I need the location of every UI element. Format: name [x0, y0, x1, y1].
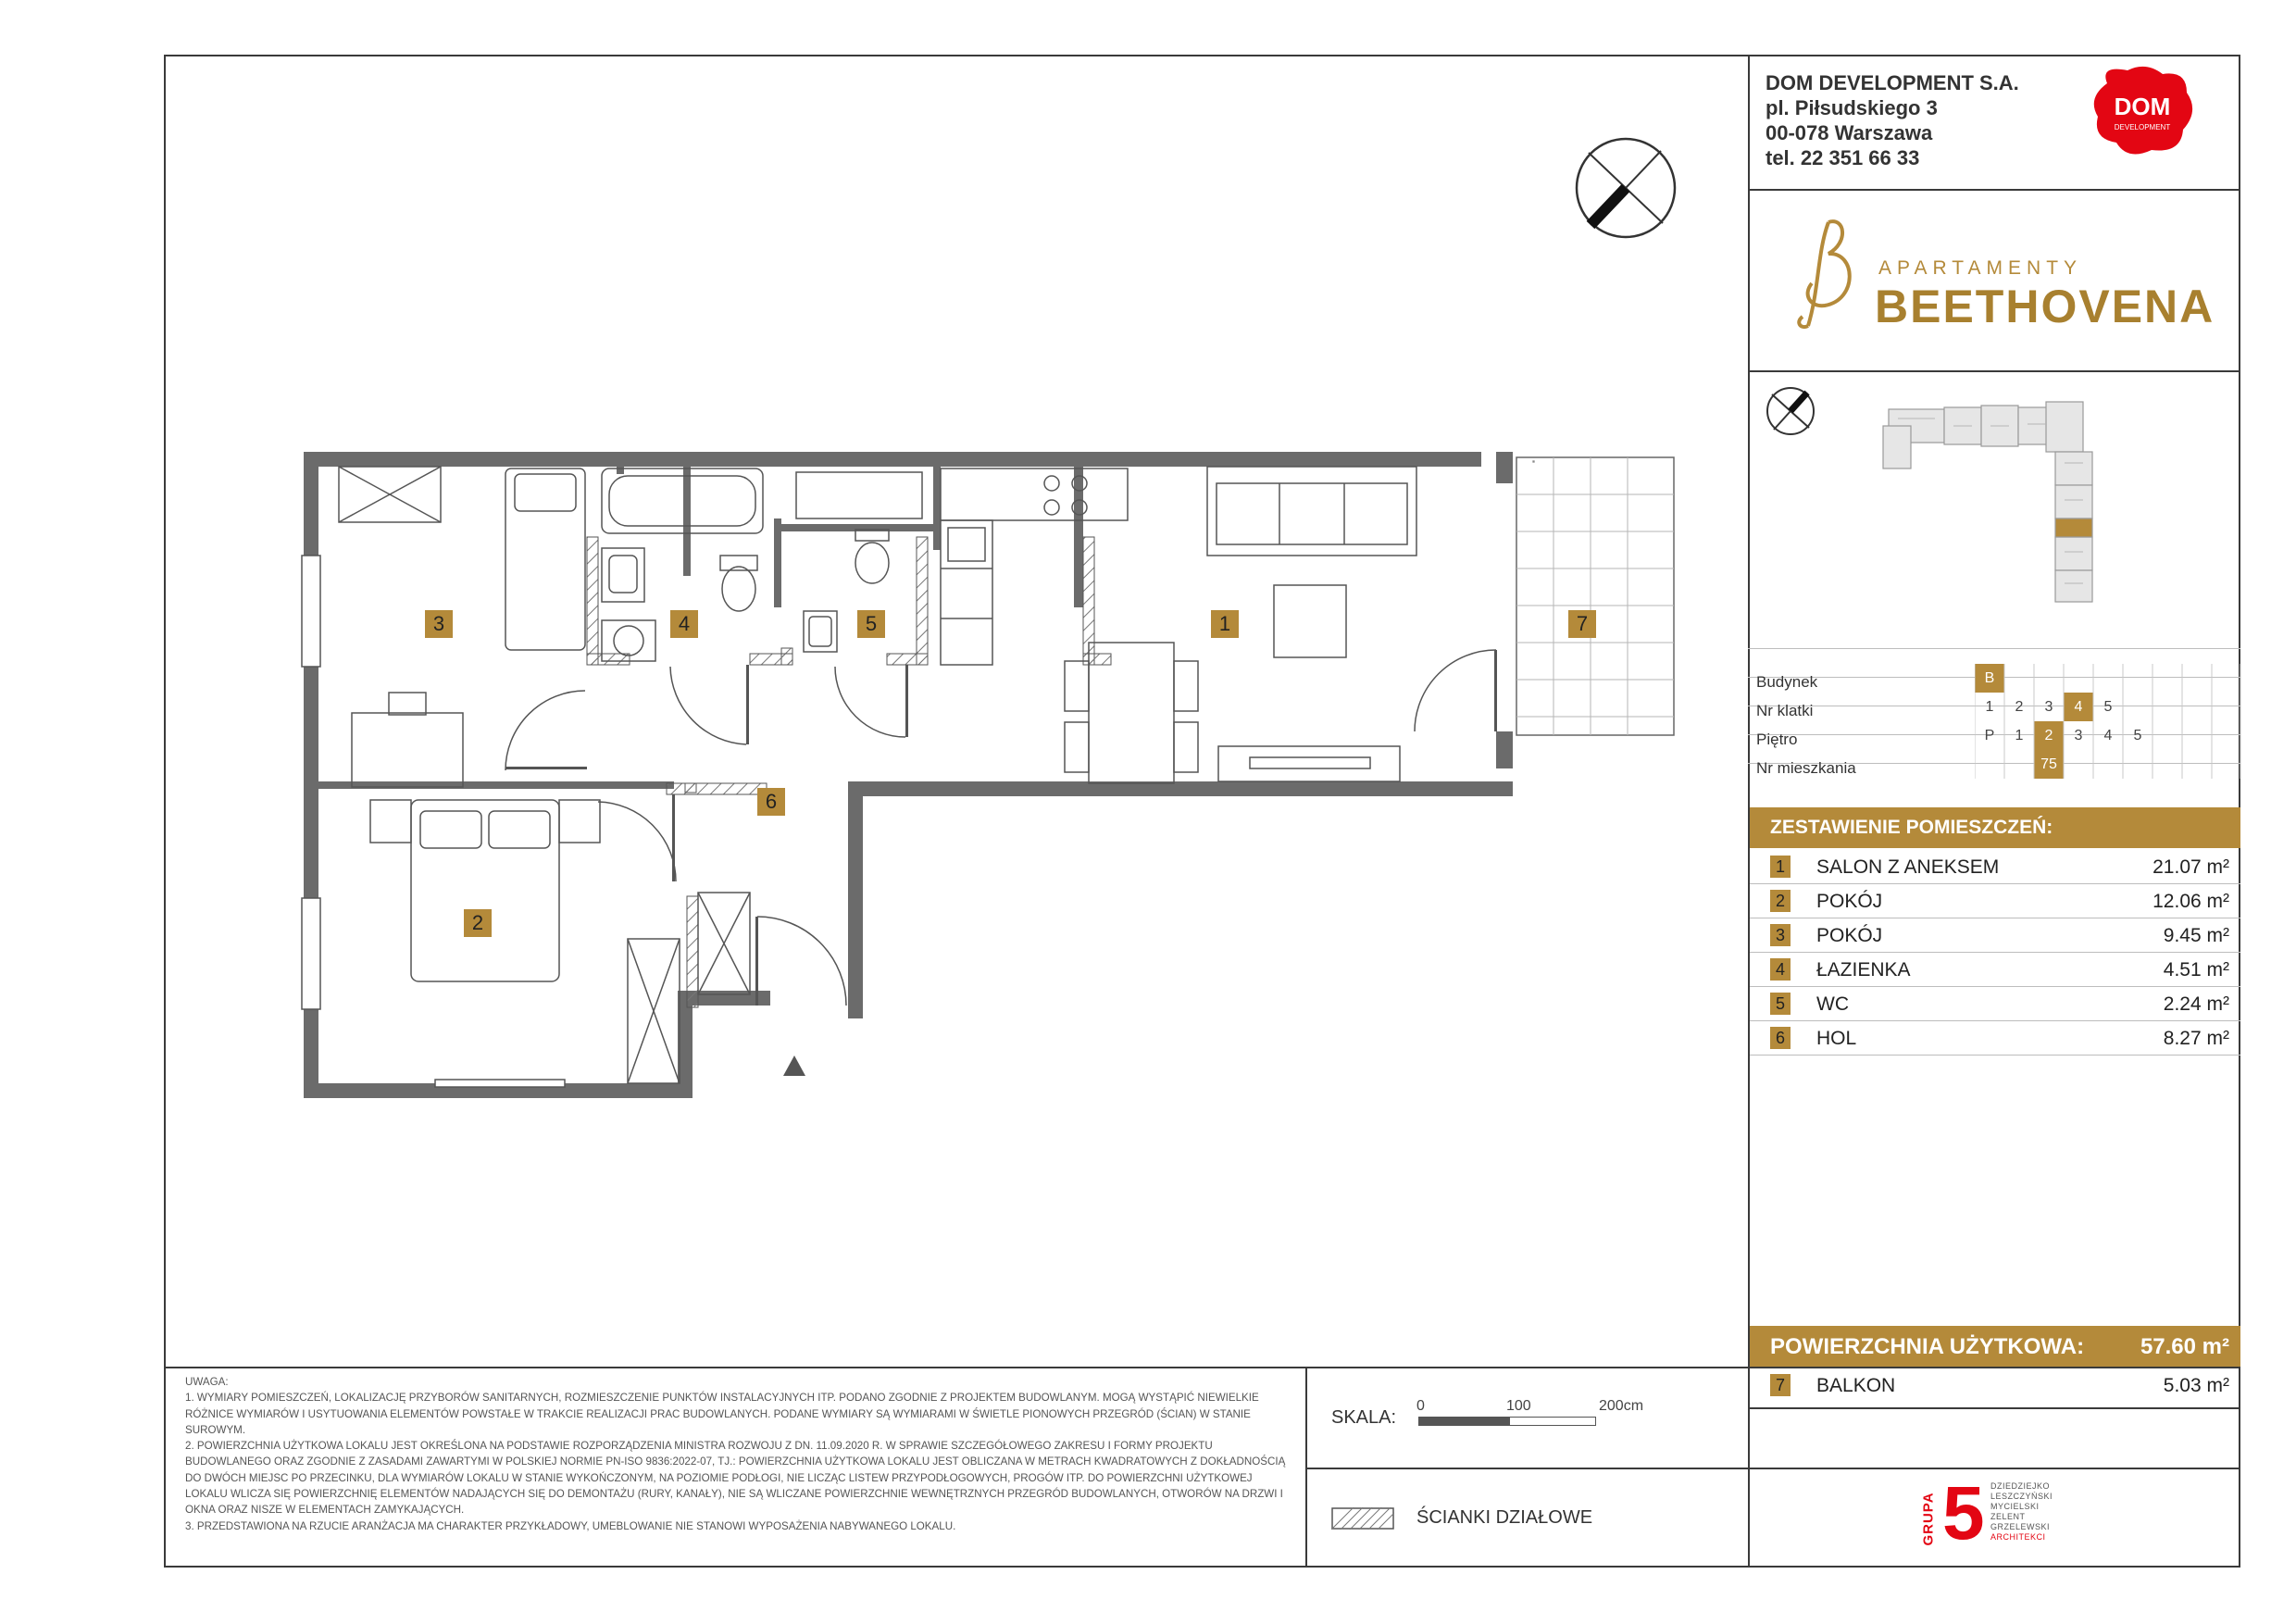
key-plan-map	[1879, 398, 2120, 620]
floor-3: 3	[2074, 728, 2083, 743]
room-number: 3	[1770, 924, 1791, 946]
wardrobe	[339, 467, 441, 522]
balcony-row	[1750, 1368, 2240, 1402]
scale-bar	[1418, 1417, 1596, 1426]
floor-p: P	[1984, 728, 1995, 743]
room-name: HOL	[1816, 1028, 1857, 1049]
logo-development-text: DEVELOPMENT	[2114, 123, 2171, 131]
room-label-salon: 1	[1211, 610, 1239, 638]
apartment-value: 75	[2034, 750, 2064, 779]
architect-name: DZIEDZIEJKO	[1990, 1481, 2051, 1491]
divider-project	[1748, 370, 2240, 372]
staircase-3: 3	[2044, 699, 2053, 715]
room-number: 2	[1770, 890, 1791, 912]
floor-label: Piętro	[1756, 731, 1798, 748]
room-label-balkon: 7	[1568, 610, 1596, 638]
divider-legend	[1305, 1468, 1750, 1469]
staircase-4-selected: 4	[2064, 693, 2093, 721]
door-swings	[505, 650, 1496, 1006]
window-bottom	[435, 1080, 565, 1087]
toilet	[720, 556, 757, 611]
room-number: 1	[1770, 856, 1791, 878]
wardrobe-room2	[628, 939, 680, 1083]
compass-small-icon	[1765, 385, 1816, 437]
room-name: WC	[1816, 993, 1849, 1015]
double-bed	[370, 800, 600, 981]
note-item: 2. POWIERZCHNIA UŻYTKOWA LOKALU JEST OKREŚLONA NA PODSTAWIE ROZPORZĄDZENIA MINISTRA ROZWOJU Z DN. 11.09.2020 R. W SPRAWIE SZCZEGÓŁOWEGO ZAKRESU I FORMY PROJEKTU BUDOWLANEGO ORAZ ZGODNIE Z ZASADAMI ZAWARTYMI W POLSKIEJ NORMIE PN-ISO 9836:2022-07, TJ.: POWIERZCHNIA UŻYTKOWA LOKALU JEST OBLICZANA W METRACH KWADRATOWYCH Z DOKŁADNOŚCIĄ DO DWÓCH MIEJSC PO PRZECINKU, DLA WYMIARÓW LOKALU W STANIE WYKOŃCZONYM, NA POZIOMIE PODŁOGI, NIE LICZĄC LISTEW PRZYPODŁOGOWYCH, PROGÓW ITP. DO POWIERZCHNI UŻYTKOWEJ LOKALU WLICZA SIĘ POWIERZCHNIĘ ELEMENTÓW NADAJĄCYCH SIĘ DO DEMONTAŻU (RURY, KANAŁY), NIE SĄ WLICZANE POWIERZCHNIE WEWNĘTRZNYCH PRZEGRÓD BUDOWLANYCH, OTWORÓW NA DRZWI I OKNA ORAZ NISZE W ELEMENTACH ZAMYKAJĄCYCH.	[185, 1440, 1286, 1517]
scale-label: SKALA:	[1331, 1407, 1397, 1428]
note-item: 3. PRZEDSTAWIONA NA RZUCIE ARANŻACJA MA CHARAKTER PRZYKŁADOWY, UMEBLOWANIE NIE STANOWI WYPOSAŻENIA NABYWANEGO LOKALU.	[185, 1519, 956, 1532]
room-row	[1750, 1021, 2240, 1056]
room-number: 5	[1770, 993, 1791, 1015]
coffee-table	[1274, 585, 1346, 657]
notes-title: UWAGA:	[185, 1376, 229, 1388]
building-value: B	[1975, 664, 2004, 693]
divider-balcony	[1748, 1407, 2240, 1409]
scale-bar-fill	[1419, 1418, 1510, 1425]
scale-tick-100: 100	[1506, 1398, 1531, 1414]
staircase-2: 2	[2015, 699, 2024, 715]
divider-company	[1748, 189, 2240, 191]
washbasin	[602, 548, 644, 602]
compass-icon	[1572, 134, 1679, 242]
single-bed	[505, 468, 585, 650]
floor-plan	[296, 435, 1537, 1139]
room-area: 12.06 m²	[2152, 891, 2229, 912]
room-area: 21.07 m²	[2152, 856, 2229, 878]
staircase-5: 5	[2103, 699, 2113, 715]
room-label-wc: 5	[857, 610, 885, 638]
grupa5-logo	[1920, 1471, 2070, 1555]
architect-names	[1990, 1481, 2053, 1543]
room-number: 6	[1770, 1027, 1791, 1049]
room-row	[1750, 987, 2240, 1021]
partition-wall-legend-icon	[1331, 1507, 1394, 1530]
kitchen-counter	[941, 468, 1128, 665]
architect-name: ZELENT	[1990, 1512, 2026, 1521]
notes-block	[185, 1374, 1287, 1534]
info-grid-top	[1748, 648, 2240, 649]
exterior-walls	[304, 452, 1513, 1098]
kitchen-sink	[948, 528, 985, 561]
company-city: 00-078 Warszawa	[1766, 121, 1933, 144]
room-label-hol: 6	[757, 788, 785, 816]
total-area-bar	[1750, 1326, 2240, 1367]
company-name: DOM DEVELOPMENT S.A.	[1766, 71, 2019, 94]
scale-tick-200: 200cm	[1599, 1398, 1644, 1414]
entrance-arrow-icon	[783, 1056, 805, 1076]
wardrobe-hall	[698, 893, 750, 994]
info-grid-columns	[1975, 664, 2243, 779]
divider-architect	[1748, 1468, 2240, 1469]
room-number: 4	[1770, 958, 1791, 981]
company-address	[1766, 70, 2019, 170]
floor-1: 1	[2015, 728, 2024, 743]
legend-label: ŚCIANKI DZIAŁOWE	[1416, 1507, 1593, 1528]
building-label: Budynek	[1756, 673, 1818, 691]
balcony-drawing	[1513, 454, 1679, 741]
floor-2-selected: 2	[2034, 721, 2064, 750]
room-label-pokoj-3: 3	[425, 610, 453, 638]
project-subtitle: APARTAMENTY	[1878, 257, 2083, 279]
desk	[352, 693, 463, 787]
rooms-header: ZESTAWIENIE POMIESZCZEŃ:	[1750, 807, 2240, 848]
room-name: POKÓJ	[1816, 925, 1883, 946]
architect-name: LESZCZYŃSKI	[1990, 1492, 2053, 1501]
room-area: 2.24 m²	[2163, 993, 2229, 1015]
project-title: BEETHOVENA	[1875, 281, 2215, 332]
floor-4: 4	[2103, 728, 2113, 743]
apartment-label: Nr mieszkania	[1756, 759, 1856, 777]
room-row	[1750, 884, 2240, 918]
grupa-text: GRUPA	[1920, 1492, 1937, 1546]
room-area: 4.51 m²	[2163, 959, 2229, 981]
room-area: 8.27 m²	[2163, 1028, 2229, 1049]
shelf	[796, 472, 922, 518]
staircase-1: 1	[1985, 699, 1994, 715]
total-area-value: 57.60 m²	[2140, 1334, 2229, 1359]
wc-toilet	[855, 530, 889, 583]
dom-development-logo	[2090, 65, 2211, 157]
beethovena-monogram-icon	[1791, 215, 1866, 335]
balcony-area: 5.03 m²	[2163, 1375, 2229, 1396]
room-name: ŁAZIENKA	[1816, 959, 1911, 981]
tv-cabinet	[1218, 746, 1400, 781]
room-label-lazienka: 4	[670, 610, 698, 638]
company-phone: tel. 22 351 66 33	[1766, 146, 1920, 169]
room-name: POKÓJ	[1816, 891, 1883, 912]
staircase-label: Nr klatki	[1756, 702, 1814, 719]
company-street: pl. Piłsudskiego 3	[1766, 96, 1938, 119]
architect-name: GRZELEWSKI	[1990, 1522, 2051, 1531]
room-name: SALON Z ANEKSEM	[1816, 856, 2000, 878]
wc-sink	[804, 611, 837, 652]
bathtub	[602, 468, 763, 533]
architect-name: MYCIELSKI	[1990, 1502, 2040, 1511]
room-row	[1750, 850, 2240, 884]
floor-5: 5	[2133, 728, 2142, 743]
scale-tick-0: 0	[1416, 1398, 1425, 1414]
sofa	[1207, 467, 1416, 556]
balcony-name: BALKON	[1816, 1375, 1896, 1396]
grupa-five: 5	[1942, 1471, 1985, 1555]
room-row	[1750, 953, 2240, 987]
architect-name: ARCHITEKCI	[1990, 1532, 2046, 1542]
room-area: 9.45 m²	[2163, 925, 2229, 946]
total-area-label: POWIERZCHNIA UŻYTKOWA:	[1770, 1334, 2085, 1359]
room-row	[1750, 918, 2240, 953]
note-item: 1. WYMIARY POMIESZCZEŃ, LOKALIZACJĘ PRZYBORÓW SANITARNYCH, ROZMIESZCZENIE PUNKTÓW INSTALACYJNYCH ITP. PODANO ZGODNIE Z PROJEKTEM BUDOWLANYM. MOGĄ WYSTĄPIĆ NIEWIELKIE RÓŻNICE WYMIARÓW I USYTUOWANIA ELEMENTÓW POWSTAŁE W TRAKCIE REALIZACJI PRAC BUDOWLANYCH. PODANE WYMIARY SĄ WYMIARAMI W ŚWIETLE PIONOWYCH PRZEGRÓD (ŚCIAN) W STANIE SUROWYM.	[185, 1392, 1259, 1436]
logo-dom-text: DOM	[2114, 93, 2171, 120]
key-plan-selected-unit	[2055, 518, 2092, 537]
room-label-pokoj-2: 2	[464, 909, 492, 937]
balcony-number: 7	[1770, 1374, 1791, 1396]
